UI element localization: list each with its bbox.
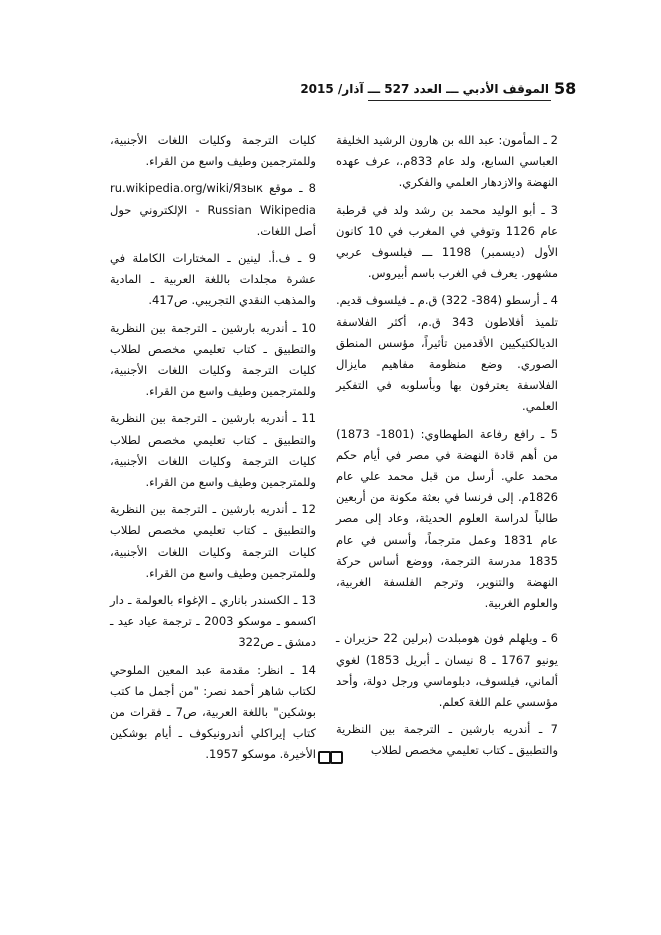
left-column [110, 130, 316, 766]
footnote-9: 9 ـ ف.أ. لينين ـ المختارات الكاملة في عشرة مجلدات باللغة العربية ـ المادية والمذهب النقدي التجريبي. ص417. [110, 251, 316, 308]
footnote-7-continued: كليات الترجمة وكليات اللغات الأجنبية، وللمترجمين وطيف واسع من القراء. [110, 133, 316, 169]
footnote-12: 12 ـ أندريه بارشين ـ الترجمة بين النظرية والتطبيق ـ كتاب تعليمي مخصص لطلاب كليات الترجمة وكليات اللغات الأجنبية، وللمترجمين وطيف واسع من القراء. [110, 502, 316, 580]
footnote-5: 5 ـ رافع رفاعة الطهطاوي: (1801- 1873) من أهم قادة النهضة في مصر في أيام حكم محمد علي. أرسل من قبل محمد علي عام 1826م. إلى فرنسا في بعثة مكونة من أربعين طالباً لدراسة العلوم الحديثة، وعاد إلى مصر عام 1831 وعمل مترجماً، وأسس في عام 1835 مدرسة الترجمة، ووضع أساس حركة النهضة والتنوير، وترجم الفلسفة الغربية، والعلوم الغربية. [336, 426, 558, 611]
footnote-2: 2 ـ المأمون: عبد الله بن هارون الرشيد الخليفة العباسي السابع، ولد عام 833م.، عرف عهده النهضة والازدهار العلمي والفكري. [336, 133, 558, 190]
footnote-8: 8 ـ موقع ru.wikipedia.org/wiki/Язык Russian Wikipedia - الإلكتروني حول أصل اللغات. [110, 181, 316, 238]
running-head: الموقف الأدبي ـــ العدد 527 ـــ آذار/ 2015 [300, 82, 549, 96]
footnote-11: 11 ـ أندريه بارشين ـ الترجمة بين النظرية والتطبيق ـ كتاب تعليمي مخصص لطلاب كليات الترجمة وكليات اللغات الأجنبية، وللمترجمين وطيف واسع من القراء. [110, 411, 316, 490]
header-rule [368, 100, 551, 101]
footnote-13: 13 ـ الكسندر باناري ـ الإغواء بالعولمة ـ دار اكسمو ـ موسكو 2003 ـ ترجمة عياد عيد ـ دمشق ـ ص322 [110, 593, 316, 650]
footnote-7: 7 ـ أندريه بارشين ـ الترجمة بين النظرية والتطبيق ـ كتاب تعليمي مخصص لطلاب [336, 722, 558, 758]
footnote-4: 4 ـ أرسطو (384- 322) ق.م ـ فيلسوف قديم. تلميذ أفلاطون 343 ق.م، أكثر الفلاسفة الديالكتيكيين الأقدمين تأثيراً، مؤسس المنطق الصوري. وضع منظومة مفاهيم مايزال الفلاسفة يعترفون بها وبأسلوبه في التفكير العلمي. [336, 293, 558, 414]
footnote-6: 6 ـ ويلهلم فون هومبلدت (برلين 22 حزيران ـ يونيو 1767 ـ 8 نيسان ـ أبريل 1853) لغوي ألماني، فيلسوف، دبلوماسي ورجل دولة، وأحد مؤسسي علم اللغة كعلم. [336, 631, 558, 710]
footnote-14: 14 ـ انظر: مقدمة عبد المعين الملوحي لكتاب شاهر أحمد نصر: "من أجمل ما كتب بوشكين" باللغة العربية، ص7 ـ فقرات من كتاب إيراكلي أندرونيكوف ـ أيام بوشكين الأخيرة. موسكو 1957. [110, 662, 316, 762]
footnote-10: 10 ـ أندريه بارشين ـ الترجمة بين النظرية والتطبيق ـ كتاب تعليمي مخصص لطلاب كليات الترجمة وكليات اللغات الأجنبية، وللمترجمين وطيف واسع من القراء. [110, 320, 316, 399]
right-column [336, 130, 558, 762]
footnote-3: 3 ـ أبو الوليد محمد بن رشد ولد في قرطبة عام 1126 وتوفي في المغرب في 10 كانون الأول (ديسمبر) 1198 ـــ فيلسوف عربي مشهور. يعرف في الغرب باسم أبيروس. [336, 202, 559, 281]
end-mark-icon [318, 751, 342, 763]
page-number: 58 [554, 79, 577, 98]
